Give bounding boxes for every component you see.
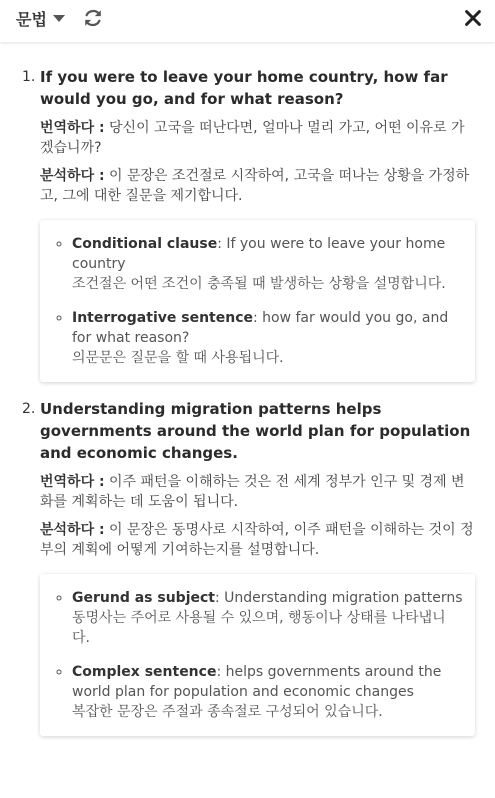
grammar-card bbox=[40, 574, 475, 736]
sentence-question: If you were to leave your home country, how far would you go, and for what reason? bbox=[40, 68, 448, 108]
analysis-paragraph bbox=[40, 166, 475, 206]
item-number: 2. bbox=[22, 401, 36, 417]
grammar-description: 조건절은 어떤 조건이 충족될 때 발생하는 상황을 설명합니다. bbox=[72, 276, 446, 292]
grammar-point bbox=[72, 662, 463, 722]
dropdown-label: 문법 bbox=[16, 9, 47, 29]
grammar-description: 동명사는 주어로 사용될 수 있으며, 행동이나 상태를 나타냅니다. bbox=[72, 610, 446, 646]
item-number: 1. bbox=[22, 69, 36, 85]
translate-label: 번역하다 : bbox=[40, 474, 105, 490]
grammar-example: : Understanding migration patterns bbox=[214, 590, 463, 606]
grammar-term: Gerund as subject bbox=[72, 590, 215, 606]
translate-label: 번역하다 : bbox=[40, 120, 105, 136]
close-button[interactable] bbox=[462, 7, 484, 29]
list-item bbox=[0, 398, 495, 736]
grammar-description: 복잡한 문장은 주절과 종속절로 구성되어 있습니다. bbox=[72, 704, 383, 720]
close-icon bbox=[462, 7, 484, 29]
analysis-text: 이 문장은 조건절로 시작하여, 고국을 떠나는 상황을 가정하고, 그에 대한 질문을 제기합니다. bbox=[40, 168, 470, 204]
analysis-paragraph bbox=[40, 520, 475, 560]
content-area[interactable] bbox=[0, 42, 495, 798]
grammar-example: : If you were to leave your home country bbox=[72, 236, 446, 272]
analyze-label: 분석하다 : bbox=[40, 522, 105, 538]
translation-text: 이주 패턴을 이해하는 것은 전 세계 정부가 인구 및 경제 변화를 계획하는 데 도움이 됩니다. bbox=[40, 474, 465, 510]
sentence-question: Understanding migration patterns helps governments around the world plan for population and economic changes. bbox=[40, 400, 471, 462]
analyze-label: 분석하다 : bbox=[40, 168, 105, 184]
grammar-term: Complex sentence bbox=[72, 664, 217, 680]
grammar-point bbox=[72, 588, 463, 648]
grammar-card bbox=[40, 220, 475, 382]
grammar-term: Interrogative sentence bbox=[72, 310, 253, 326]
refresh-icon bbox=[82, 7, 104, 29]
translation-paragraph bbox=[40, 118, 475, 158]
analysis-text: 이 문장은 동명사로 시작하여, 이주 패턴을 이해하는 것이 정부의 계획에 어떻게 기여하는지를 설명합니다. bbox=[40, 522, 474, 558]
grammar-point bbox=[72, 234, 463, 294]
grammar-description: 의문문은 질문을 할 때 사용됩니다. bbox=[72, 350, 284, 366]
grammar-point bbox=[72, 308, 463, 368]
caret-down-icon bbox=[53, 15, 65, 22]
grammar-dropdown[interactable] bbox=[16, 6, 65, 30]
refresh-button[interactable] bbox=[82, 7, 104, 29]
grammar-example: : helps governments around the world plan for population and economic changes bbox=[72, 664, 442, 700]
sentence-list bbox=[0, 66, 495, 736]
translation-text: 당신이 고국을 떠난다면, 얼마나 멀리 가고, 어떤 이유로 가겠습니까? bbox=[40, 120, 465, 156]
translation-paragraph bbox=[40, 472, 475, 512]
top-bar bbox=[0, 0, 495, 42]
list-item bbox=[0, 66, 495, 382]
grammar-term: Conditional clause bbox=[72, 236, 218, 252]
grammar-example: : how far would you go, and for what reason? bbox=[72, 310, 449, 346]
